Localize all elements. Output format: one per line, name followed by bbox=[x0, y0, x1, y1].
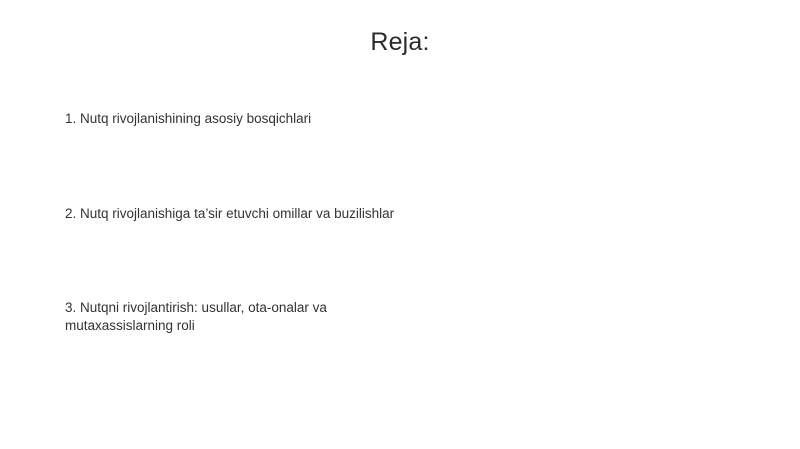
plan-item-1: 1. Nutq rivojlanishining asosiy bosqichlari bbox=[65, 111, 312, 126]
plan-item-2: 2. Nutq rivojlanishiga ta’sir etuvchi omillar va buzilishlar bbox=[65, 206, 395, 221]
slide-title: Reja: bbox=[370, 28, 430, 56]
plan-item-3: 3. Nutqni rivojlantirish: usullar, ota-onalar va mutaxassislarning roli bbox=[65, 300, 327, 333]
